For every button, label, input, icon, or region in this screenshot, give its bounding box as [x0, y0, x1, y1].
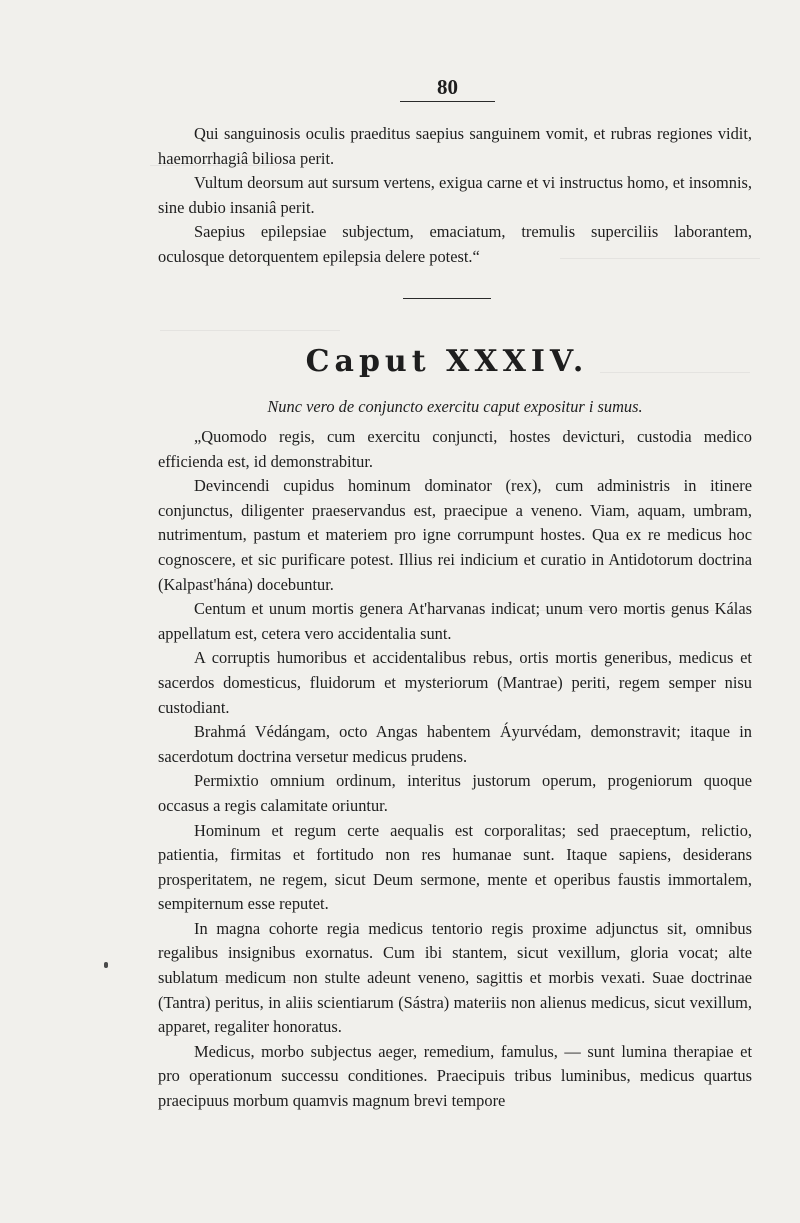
paragraph: Brahmá Védángam, octo Angas habentem Áyurvédam, demonstravit; itaque in sacerdotum doctrina versetur medicus prudens.	[158, 722, 752, 766]
paragraph: Devincendi cupidus hominum dominator (rex), cum administris in itinere conjunctus, diligenter praeservandus est, praecipue a veneno. Viam, aquam, umbram, nutrimentum, pastum et materiem pro igne corrumpunt hostes. Qua ex re medicus hoc cognoscere, et sic purificare potest. Illius rei indicium et curatio in Antidotorum doctrina (Kalpast'hána) docebuntur.	[158, 476, 752, 594]
bleed-line	[160, 330, 340, 331]
section-divider	[403, 298, 491, 299]
paragraph: Medicus, morbo subjectus aeger, remedium, famulus, — sunt lumina therapiae et pro operationum successu conditiones. Praecipuis tribus luminibus, medicus quartus praecipuus morbum quamvis magnum brevi tempore	[158, 1041, 752, 1111]
chapter-title: Caput XXXIV.	[305, 344, 589, 379]
paragraph: In magna cohorte regia medicus tentorio regis proxime adjunctus sit, omnibus regalibus insignibus exornatus. Cum ibi stantem, sicut vexillum, gloria vocat; alte sublatum medicum non stulte adeunt veneno, sagittis et morbis vexati. Suae doctrinae (Tantra) peritus, in aliis scientiarum (Sástra) materiis non alienus medicus, sicut vexillum, apparet, regaliter honoratus.	[158, 918, 752, 1037]
paragraph: Hominum et regum certe aequalis est corporalitas; sed praeceptum, relictio, patientia, firmitas et fortitudo non res humanae sunt. Itaque sapiens, desiderans prosperitatem, ne regem, sicut Deum sermone, mente et operibus faustis immortalem, sempiternum esse reputet.	[158, 820, 752, 914]
paragraph: Permixtio omnium ordinum, interitus justorum operum, progeniorum quoque occasus a regis calamitate oriuntur.	[158, 771, 752, 815]
chapter-subtitle: Nunc vero de conjuncto exercitu caput expositur i sumus.	[267, 397, 643, 416]
paragraph: Qui sanguinosis oculis praeditus saepius sanguinem vomit, et rubras regiones vidit, haemorrhagiâ biliosa perit.	[158, 124, 752, 168]
main-text-block	[158, 425, 752, 1114]
paragraph: Centum et unum mortis genera At'harvanas indicat; unum vero mortis genus Kálas appellatum est, cetera vero accidentalia sunt.	[158, 599, 752, 643]
paragraph: Vultum deorsum aut sursum vertens, exigua carne et vi instructus homo, et insomnis, sine dubio insaniâ perit.	[158, 173, 752, 217]
paragraph: A corruptis humoribus et accidentalibus rebus, ortis mortis generibus, medicus et sacerdos domesticus, fluidorum et mysteriorum (Mantrae) periti, regem semper nisu custodiant.	[158, 648, 752, 717]
paragraph: „Quomodo regis, cum exercitu conjuncti, hostes devicturi, custodia medico efficienda est, id demonstrabitur.	[158, 427, 752, 471]
page-number-underline	[400, 101, 495, 102]
top-text-block	[158, 122, 752, 270]
bleed-line	[600, 372, 750, 373]
paragraph: Saepius epilepsiae subjectum, emaciatum, tremulis superciliis laborantem, oculosque detorquentem epilepsia delere potest.“	[158, 222, 752, 266]
ink-speck	[104, 962, 108, 968]
page-number: 80	[437, 75, 458, 99]
